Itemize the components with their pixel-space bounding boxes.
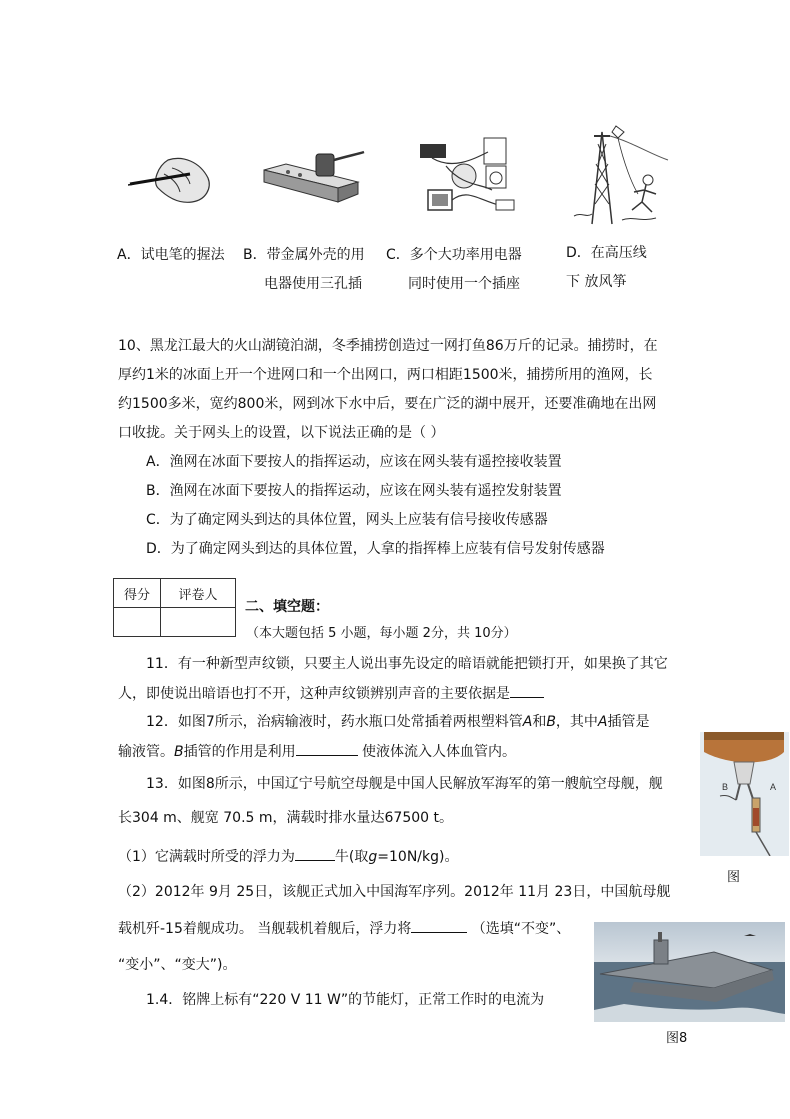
q13-line1: 13．如图8所示，中国辽宁号航空母舰是中国人民解放军海军的第一艘航空母舰，舰 [146,776,663,792]
q13-line2: 长304 m、舰宽 70.5 m，满载时排水量达67500 t。 [118,810,453,826]
q12-line2-c: 使液体流入人体血管内。 [357,744,517,760]
g-symbol: g [368,849,378,865]
option-c-line2: 同时使用一个插座 [408,276,520,292]
grader-cell[interactable] [161,608,236,637]
iv-label-a: A [770,782,777,792]
q13-sub1-a: （1）它满载时所受的浮力为 [118,849,295,865]
q10-line4: 口收拢。关于网头上的设置，以下说法正确的是（ ） [118,425,445,441]
grader-header: 评卷人 [161,579,236,608]
q12-line1 [146,712,650,732]
q12-line1-c: 插管是 [607,714,650,730]
q13-sub2-line3: “变小”、“变大”)。 [118,957,237,973]
appliances-figure [412,130,524,222]
q14-line1: 1.4．铭牌上标有“220 V 11 W”的节能灯，正常工作时的电流为 [146,992,545,1008]
option-c-line1: C．多个大功率用电器 [386,247,522,263]
q12-and: 和 [532,714,547,730]
tube-b-label-2: B [174,744,184,760]
q10-line3: 约1500多米，宽约800米，网到冰下水中后，要在广泛的湖中展开，还要准确地在出网 [118,396,657,412]
option-a-tester-pen: A．试电笔的握法 [117,247,225,263]
ship-figure-caption: 图8 [666,1031,688,1046]
power-strip-figure [258,148,366,212]
q10-line1: 10、黑龙江最大的火山湖镜泊湖，冬季捕捞创造过一网打鱼86万斤的记录。捕捞时，在 [118,338,658,354]
kite-high-voltage-figure [572,124,670,228]
option-d-line1: D．在高压线 [566,245,647,261]
q12-line2-a: 输液管。 [118,744,174,760]
iv-drip-figure [700,732,789,856]
q11-line1: 11．有一种新型声纹锁，只要主人说出事先设定的暗语就能把锁打开，如果换了其它 [146,656,668,672]
q12-line1-a: 12．如图7所示，治病输液时，药水瓶口处常插着两根塑料管 [146,714,523,730]
score-cell[interactable] [114,608,161,637]
score-header: 得分 [114,579,161,608]
q13-buoyancy-change-blank[interactable] [411,918,467,933]
score-table [113,578,236,637]
tube-a-label-2: A [597,714,608,730]
option-d-line2: 下 放风筝 [566,274,627,290]
tester-pen-figure [128,150,216,208]
q12-answer-blank[interactable] [296,741,358,756]
option-b-line1: B．带金属外壳的用 [243,247,365,263]
iv-figure-caption: 图 [727,870,741,885]
section2-title: 二、填空题： [245,599,329,615]
q13-sub2-line2-b: （选填“不变”、 [467,921,571,937]
q11-line2 [118,683,544,704]
q10-option-c: C．为了确定网头到达的具体位置，网头上应装有信号接收传感器 [146,512,548,528]
q13-sub2-line2 [118,918,570,939]
q13-buoyancy-blank[interactable] [295,846,335,861]
q10-line2: 厚约1米的冰面上开一个进网口和一个出网口，两口相距1500米，捕捞所用的渔网，长 [118,367,653,383]
q12-line2-b: 插管的作用是利用 [183,744,296,760]
aircraft-carrier-figure [594,922,785,1022]
q10-option-d: D．为了确定网头到达的具体位置，人拿的指挥棒上应装有信号发射传感器 [146,541,605,557]
q13-sub1 [118,846,458,867]
iv-label-b: B [722,782,729,792]
q12-line2 [118,741,516,762]
tube-a-label: A [522,714,533,730]
q13-sub1-b: 牛(取 [334,849,369,865]
q13-sub2-line1: （2）2012年 9月 25日，该舰正式加入中国海军序列。2012年 11月 23日，中国航母舰 [118,884,671,900]
q12-line1-b: ，其中 [555,714,598,730]
q10-option-a: A．渔网在冰面下要按人的指挥运动，应该在网头装有遥控接收装置 [146,454,562,470]
tube-b-label: B [546,714,556,730]
q10-option-b: B．渔网在冰面下要按人的指挥运动，应该在网头装有遥控发射装置 [146,483,562,499]
q11-line2-text: 人，即使说出暗语也打不开，这种声纹锁辨别声音的主要依据是 [118,686,510,702]
option-b-line2: 电器使用三孔插 [264,276,362,292]
section2-note: （本大题包括 5 小题，每小题 2分，共 10分） [246,626,517,641]
q13-sub2-line2-a: 载机歼-15着舰成功。 当舰载机着舰后，浮力将 [118,921,412,937]
q11-answer-blank[interactable] [510,683,544,698]
q13-sub1-c: =10N/kg)。 [377,849,459,865]
